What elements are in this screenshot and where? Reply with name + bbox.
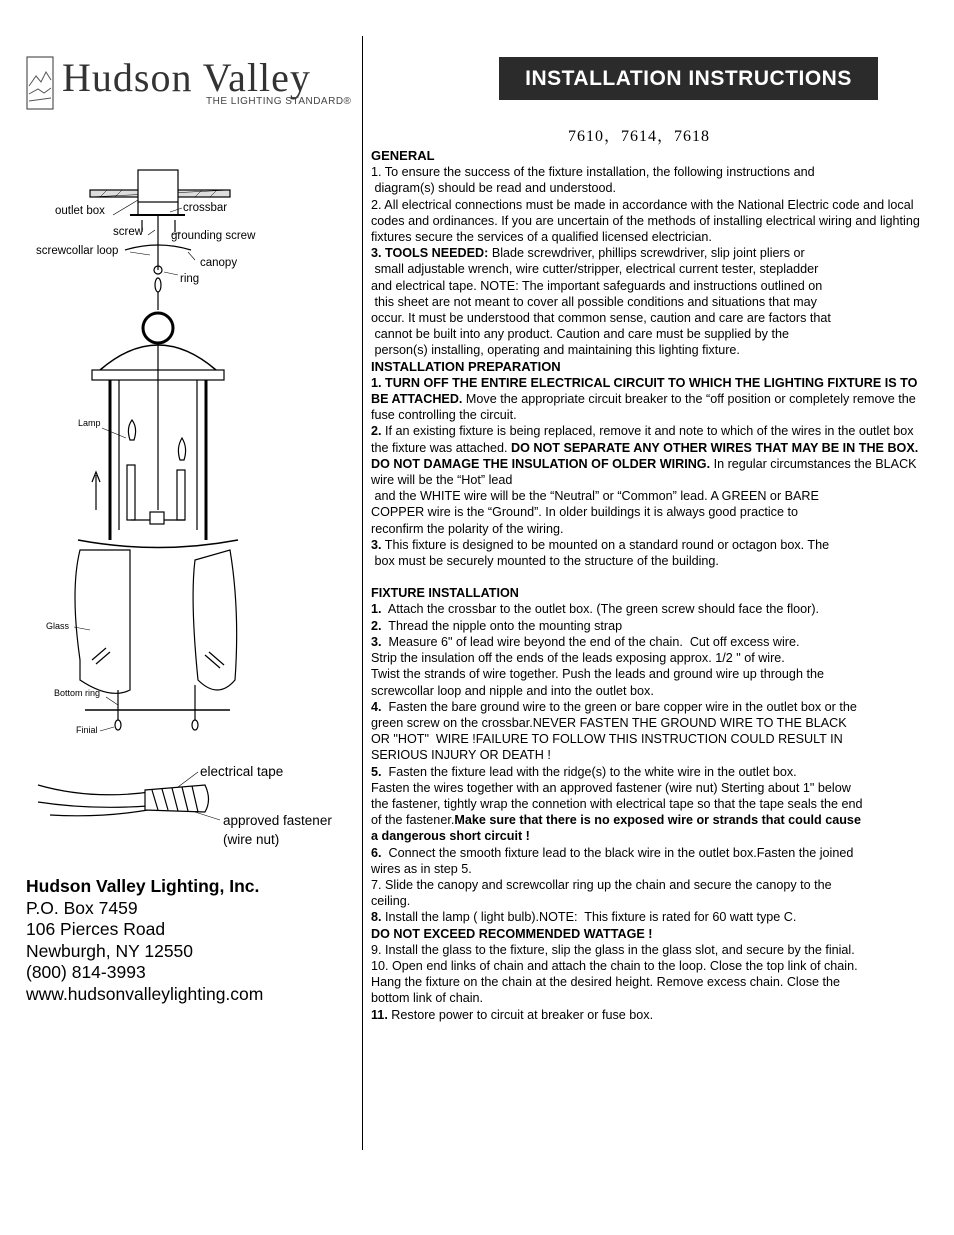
install-step-2 xyxy=(371,618,923,634)
tools-line-2: small adjustable wrench, wire cutter/stripper, electrical current tester, stepladder xyxy=(371,262,819,277)
tools-label: 3. TOOLS NEEDED: xyxy=(371,246,489,261)
install-step-7-line-2: ceiling. xyxy=(371,894,411,909)
label-crossbar: crossbar xyxy=(183,202,228,214)
model-numbers: 7610，7614，7618 xyxy=(568,128,711,145)
install-step-2-text: Thread the nipple onto the mounting strap xyxy=(381,618,623,633)
label-bottom-ring: Bottom ring xyxy=(54,688,101,698)
install-step-11-text: Restore power to circuit at breaker or fuse box. xyxy=(387,1007,654,1022)
fixture-diagram xyxy=(30,160,360,860)
prep-item-2-bold: DO NOT SEPARATE ANY OTHER WIRES THAT MAY BE IN THE BOX. DO NOT DAMAGE THE INSULATION OF OLDER WIRING. xyxy=(371,440,919,471)
tools-line-6: cannot be built into any product. Caution and care must be supplied by the xyxy=(371,327,789,342)
install-step-3-line-4: screwcollar loop and nipple and into the outlet box. xyxy=(371,683,654,698)
website-link[interactable]: www.hudsonvalleylighting.com xyxy=(26,983,264,1004)
install-step-4-text: Fasten the bare ground wire to the green or bare copper wire in the outlet box or the xyxy=(381,699,857,714)
company-address xyxy=(26,876,263,1005)
prep-item-3 xyxy=(371,537,923,553)
install-step-10: 10. Open end links of chain and attach the chain to the loop. Close the top link of chain. xyxy=(371,958,858,973)
install-step-5-line-3: the fastener, tightly wrap the connetion with electrical tape so that the tape seals the end xyxy=(371,796,863,811)
tools-line-3: and electrical tape. NOTE: The important safeguards and instructions outlined on xyxy=(371,278,823,293)
label-finial: Finial xyxy=(76,725,98,735)
install-step-4-num: 4. xyxy=(371,699,382,714)
prep-item-2-line-3: COPPER wire is the “Ground”. In older buildings it is always good practice to xyxy=(371,505,798,520)
label-screw: screw xyxy=(113,226,144,238)
prep-item-1-bold: 1. TURN OFF THE ENTIRE ELECTRICAL CIRCUIT TO WHICH THE LIGHTING FIXTURE IS TO BE ATTACHED. xyxy=(371,375,918,407)
label-canopy: canopy xyxy=(200,257,238,269)
general-item-2: 2. All electrical connections must be made in accordance with the National Electric code and local codes and ordinances. If you are uncertain of the methods of installing electrical wiring and lighting fixtures secure the services of a qualified licensed electrician. xyxy=(371,197,920,245)
install-step-3-line-2: Strip the insulation off the ends of the leads exposing approx. 1/2 " of wire. xyxy=(371,651,785,666)
general-item-1: 1. To ensure the success of the fixture installation, the following instructions and xyxy=(371,165,815,180)
install-step-4-line-3: OR "HOT" WIRE !FAILURE TO FOLLOW THIS INSTRUCTION COULD RESULT IN xyxy=(371,732,843,747)
page-title-banner: INSTALLATION INSTRUCTIONS xyxy=(499,57,878,100)
prep-item-2-text: If an existing fixture is being replaced, remove it and note to which of the wires in the outlet box the fixture was attached. xyxy=(371,424,914,455)
tools-line-4: this sheet are not meant to cover all possible conditions and situations that may xyxy=(371,294,817,309)
prep-item-3-line-2: box must be securely mounted to the structure of the building. xyxy=(371,554,719,569)
install-step-5-num: 5. xyxy=(371,764,382,779)
label-ring: ring xyxy=(180,273,200,285)
install-step-1-text: Attach the crossbar to the outlet box. (The green screw should face the floor). xyxy=(381,602,820,617)
install-step-8 xyxy=(371,909,923,925)
instructions-body xyxy=(371,148,923,1023)
general-item-1-cont: diagram(s) should be read and understood. xyxy=(371,181,617,196)
install-step-4-line-4: SERIOUS INJURY OR DEATH ! xyxy=(371,748,551,763)
logo-tagline: THE LIGHTING STANDARD® xyxy=(206,96,352,107)
prep-item-3-text: This fixture is designed to be mounted on a standard round or octagon box. The xyxy=(381,537,830,552)
tools-line-7: person(s) installing, operating and maintaining this lighting fixture. xyxy=(371,343,740,358)
logo-name: Hudson Valley xyxy=(62,55,311,100)
install-step-11 xyxy=(371,1007,923,1023)
city-state-zip: Newburgh, NY 12550 xyxy=(26,940,194,961)
install-step-10-line-3: bottom link of chain. xyxy=(371,991,484,1006)
company-name: Hudson Valley Lighting, Inc. xyxy=(26,876,260,896)
install-step-5-line-4b: Make sure that there is no exposed wire or strands that could cause xyxy=(454,813,861,828)
label-screwcollar-loop: screwcollar loop xyxy=(36,245,119,257)
install-step-6 xyxy=(371,845,923,861)
install-step-4 xyxy=(371,699,923,715)
install-step-1-num: 1. xyxy=(371,602,382,617)
install-step-5-line-2: Fasten the wires together with an approved fastener (wire nut) Sterting about 1" below xyxy=(371,780,851,795)
install-step-2-num: 2. xyxy=(371,618,382,633)
install-step-4-line-2: green screw on the crossbar.NEVER FASTEN THE GROUND WIRE TO THE BLACK xyxy=(371,715,847,730)
label-grounding-screw: grounding screw xyxy=(171,230,256,242)
install-step-5-text: Fasten the fixture lead with the ridge(s) to the white wire in the outlet box. xyxy=(381,764,797,779)
install-step-8-warning: DO NOT EXCEED RECOMMENDED WATTAGE ! xyxy=(371,926,653,941)
phone-number: (800) 814-3993 xyxy=(26,962,146,982)
section-install-heading: FIXTURE INSTALLATION xyxy=(371,586,519,601)
install-step-6-num: 6. xyxy=(371,845,382,860)
prep-item-1 xyxy=(371,375,923,424)
install-step-8-text: Install the lamp ( light bulb).NOTE: This fixture is rated for 60 watt type C. xyxy=(381,910,797,925)
label-wire-nut: (wire nut) xyxy=(223,832,280,847)
mountain-logo-icon xyxy=(26,56,54,110)
po-box: P.O. Box 7459 xyxy=(26,897,138,918)
section-general-heading: GENERAL xyxy=(371,148,435,163)
install-step-3-text: Measure 6" of lead wire beyond the end of the chain. Cut off excess wire. xyxy=(381,634,800,649)
label-outlet-box: outlet box xyxy=(55,205,105,217)
install-step-9: 9. Install the glass to the fixture, slip the glass in the glass slot, and secure by the finial. xyxy=(371,942,855,957)
install-step-3-num: 3. xyxy=(371,634,382,649)
prep-item-3-num: 3. xyxy=(371,537,382,552)
install-step-11-num: 11. xyxy=(371,1007,388,1022)
install-step-3-line-3: Twist the strands of wire together. Push the leads and ground wire up through the xyxy=(371,667,824,682)
fixture-drawing xyxy=(30,160,360,860)
install-step-7: 7. Slide the canopy and screwcollar ring up the chain and secure the canopy to the xyxy=(371,877,832,892)
install-step-5-line-4a: of the fastener. xyxy=(371,813,455,828)
prep-item-2-line-4: reconfirm the polarity of the wiring. xyxy=(371,521,564,536)
install-step-6-text: Connect the smooth fixture lead to the black wire in the outlet box.Fasten the joined xyxy=(381,845,854,860)
tools-text: Blade screwdriver, phillips screwdriver, slip joint pliers or xyxy=(488,246,805,261)
tools-line-5: occur. It must be understood that common sense, caution and care are factors that xyxy=(371,311,831,326)
install-step-8-num: 8. xyxy=(371,910,382,925)
label-glass: Glass xyxy=(46,621,70,631)
section-prep-heading: INSTALLATION PREPARATION xyxy=(371,358,561,374)
label-electrical-tape: electrical tape xyxy=(200,764,284,779)
prep-item-2-num: 2. xyxy=(371,424,382,439)
prep-item-2-line-2: and the WHITE wire will be the “Neutral” or “Common” lead. A GREEN or BARE xyxy=(371,489,819,504)
install-step-5-line-4 xyxy=(371,812,923,828)
general-item-3 xyxy=(371,245,923,261)
install-step-10-line-2: Hang the fixture on the chain at the desired height. Remove excess chain. Close the xyxy=(371,975,841,990)
street-address: 106 Pierces Road xyxy=(26,919,166,939)
install-step-6-line-2: wires as in step 5. xyxy=(371,861,472,876)
prep-item-1-text: Move the appropriate circuit breaker to the “off position or completely remove the fuse controlling the circuit. xyxy=(371,392,916,423)
prep-item-2-text2: In regular circumstances the BLACK wire will be the “Hot” lead xyxy=(371,456,917,488)
company-logo xyxy=(26,56,356,116)
install-step-5 xyxy=(371,764,923,780)
label-approved-fastener: approved fastener xyxy=(223,813,332,828)
column-divider xyxy=(362,36,363,1150)
label-lamp: Lamp xyxy=(78,418,101,428)
prep-item-2 xyxy=(371,423,923,488)
install-step-5-line-5: a dangerous short circuit ! xyxy=(371,829,530,844)
install-step-3 xyxy=(371,634,923,650)
install-step-1 xyxy=(371,601,923,617)
